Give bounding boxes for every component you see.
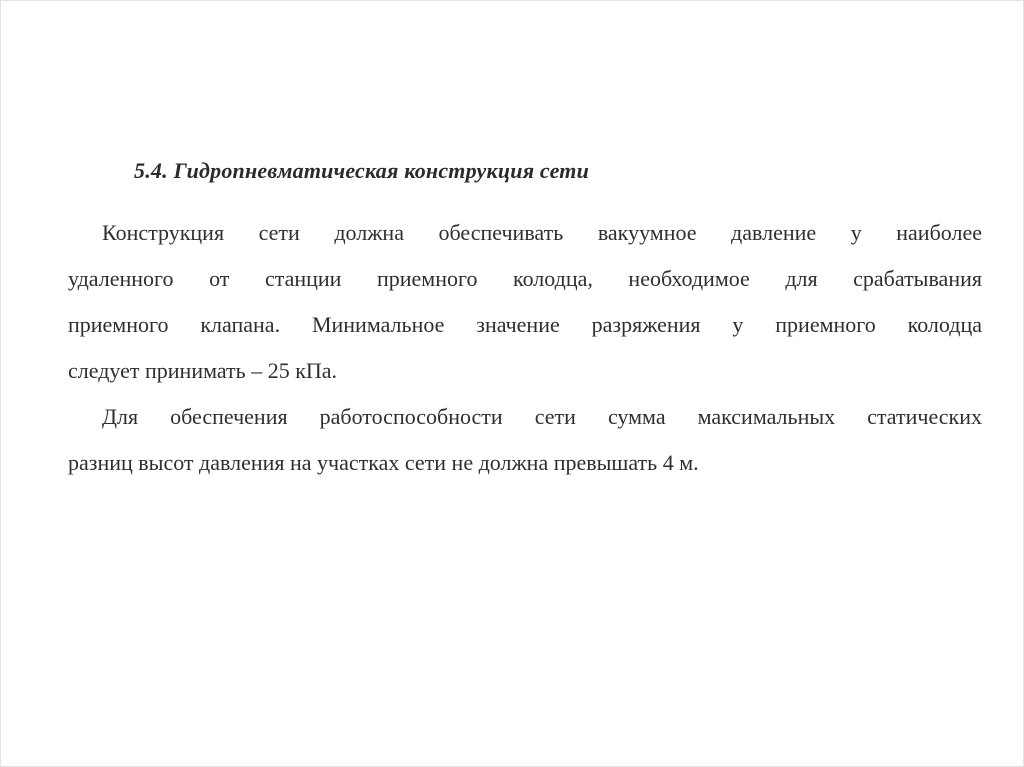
section-heading: 5.4. Гидропневматическая конструкция сети bbox=[134, 158, 590, 183]
paragraph-1-line-1: Конструкция сети должна обеспечивать вакуумное давление у наиболее bbox=[102, 220, 982, 245]
paragraph-1 bbox=[68, 210, 982, 394]
paragraph-1-line-3: приемного клапана. Минимальное значение разряжения у приемного колодца bbox=[68, 312, 982, 337]
paragraph-2-line-1: Для обеспечения работоспособности сети сумма максимальных статических bbox=[102, 404, 982, 429]
paragraph-1-line-4: следует принимать – 25 кПа. bbox=[68, 358, 338, 383]
paragraph-2 bbox=[68, 394, 982, 486]
paragraph-2-line-2: разниц высот давления на участках сети не должна превышать 4 м. bbox=[68, 450, 699, 475]
paragraph-1-line-2: удаленного от станции приемного колодца, необходимое для срабатывания bbox=[68, 266, 982, 291]
